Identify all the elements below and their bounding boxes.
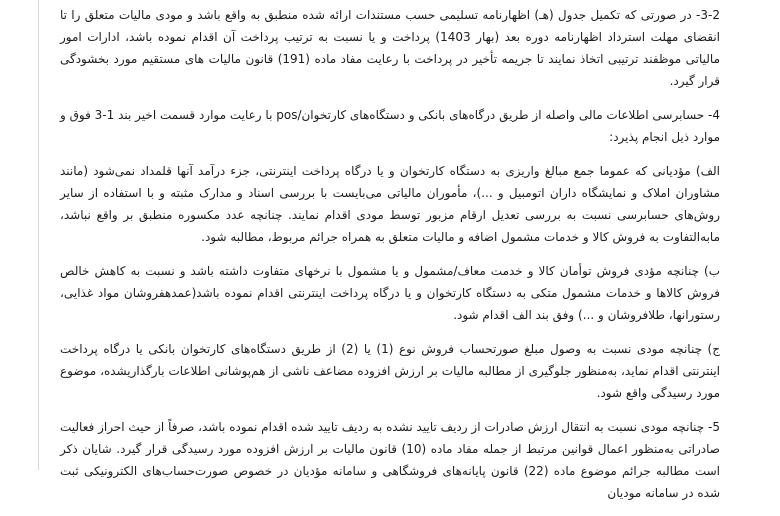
paragraph-line: اضافه و مالیات متعلق به همراه جرائم مربوط، مطالبه شود. [201,230,498,244]
paragraph-line: ب) چنانچه مؤدی فروش توأمان کالا و خدمت معاف/مشمول و یا مشمول با نرخهای متفاوت داشته باشد و نسبت به کاهش خالص فروش کالاها و [60,264,720,300]
paragraph-line: ج) چنانچه مودی نسبت به وصول مبلغ صورتحساب فروش نوع (1) یا (2) از طریق دستگاه‌های کارتخوان بانکی یا درگاه پرداخت اینترنتی اقدام [60,342,720,378]
paragraph-line: 5- چنانچه مودی نسبت به انتقال ارزش صادرات از ردیف تایید نشده به ردیف تایید شده اقدام نموده باشد، صرفاً از حیث احراز فعالیت صادراتی [60,420,720,456]
paragraph-p-alef [60,160,720,248]
paragraph-p-4 [60,104,720,148]
document-body [60,4,720,516]
paragraph-line: نمایند تا جریمه تأخیر در پرداخت با رعایت مفاد ماده (191) قانون مالیات های مستقیم مورد بخشودگی قرار گیرد. [60,52,720,88]
paragraph-line: 3-2- در صورتی که تکمیل جدول (هـ) اظهارنامه تسلیمی حسب مستندات ارائه شده منطبق به واقع باشد و مودی مالیات متعلق را تا انقضای مهلت [60,8,720,44]
paragraph-line: انجام پذیرد: [609,130,668,144]
paragraph-p-5 [60,416,720,504]
paragraph-line: و نمایشگاه داران اتومبیل و ...)، مأموران مالیاتی می‌بایست با بررسی اسناد و مدارک مثبته و با استفاده از سایر روش‌های حسابرسی نسبت به [60,186,720,222]
paragraph-p-jim [60,338,720,404]
page-margin-rule [38,0,39,470]
paragraph-line: استرداد اظهارنامه دوره بعد (بهار 1403) پرداخت و یا نسبت به ترتیب پرداخت آن اقدام نموده باشد، ادارات امور مالیاتی موظفند ترتیبی اتخاذ [60,30,721,66]
paragraph-line: بررسی تعدیل ارقام مزبور توسط مودی اقدام نمایند. چنانچه عدد مکسوره منطبق بر واقع نباشد، مابه‌التفاوت به فروش کالا و خدمات مشمول [60,208,720,244]
paragraph-line: وفق بند الف اقدام شود. [453,308,575,322]
paragraph-line: خدمات مشمول متکی به دستگاه کارتخوان و یا درگاه پرداخت اینترنتی اقدام نموده باشد(عمدهفروشان مواد غذایی، رستورانها، طلافروشان و ...) [60,286,720,322]
paragraph-p-be [60,260,720,326]
paragraph-p-3-2 [60,4,720,92]
paragraph-line: موضوع ماده (22) قانون پایانه‌های فروشگاهی و سامانه مؤدیان در خصوص صورت‌حساب‌های الکترونیکی ثبت شده در سامانه مودیان [60,464,720,500]
paragraph-line: نماید، به‌منظور جلوگیری از مطالبه مالیات بر ارزش افزوده مضاعف ناشی از هم‌پوشانی اطلاعات بارگذاریشده، موضوع مورد رسیدگی واقع شود. [60,364,720,400]
paragraph-line: 4- حسابرسی اطلاعات مالی واصله از طریق درگاه‌های بانکی و دستگاه‌های کارتخوان/pos با رعایت موارد قسمت اخیر بند 1-3 فوق و موارد ذیل [59,108,720,144]
paragraph-line: به‌منظور اعمال قوانین مرتبط از جمله مفاد ماده (10) قانون مالیات بر ارزش افزوده مورد رسیدگی قرار گیرد. شایان ذکر است مطالبه جرائم [60,442,720,478]
paragraph-line: الف) مؤدیانی که عموما جمع مبالغ واریزی به دستگاه کارتخوان و یا درگاه پرداخت اینترنتی، جزء درآمد آنها قلمداد نمی‌شود (مانند مشاوران املاک [60,164,720,200]
